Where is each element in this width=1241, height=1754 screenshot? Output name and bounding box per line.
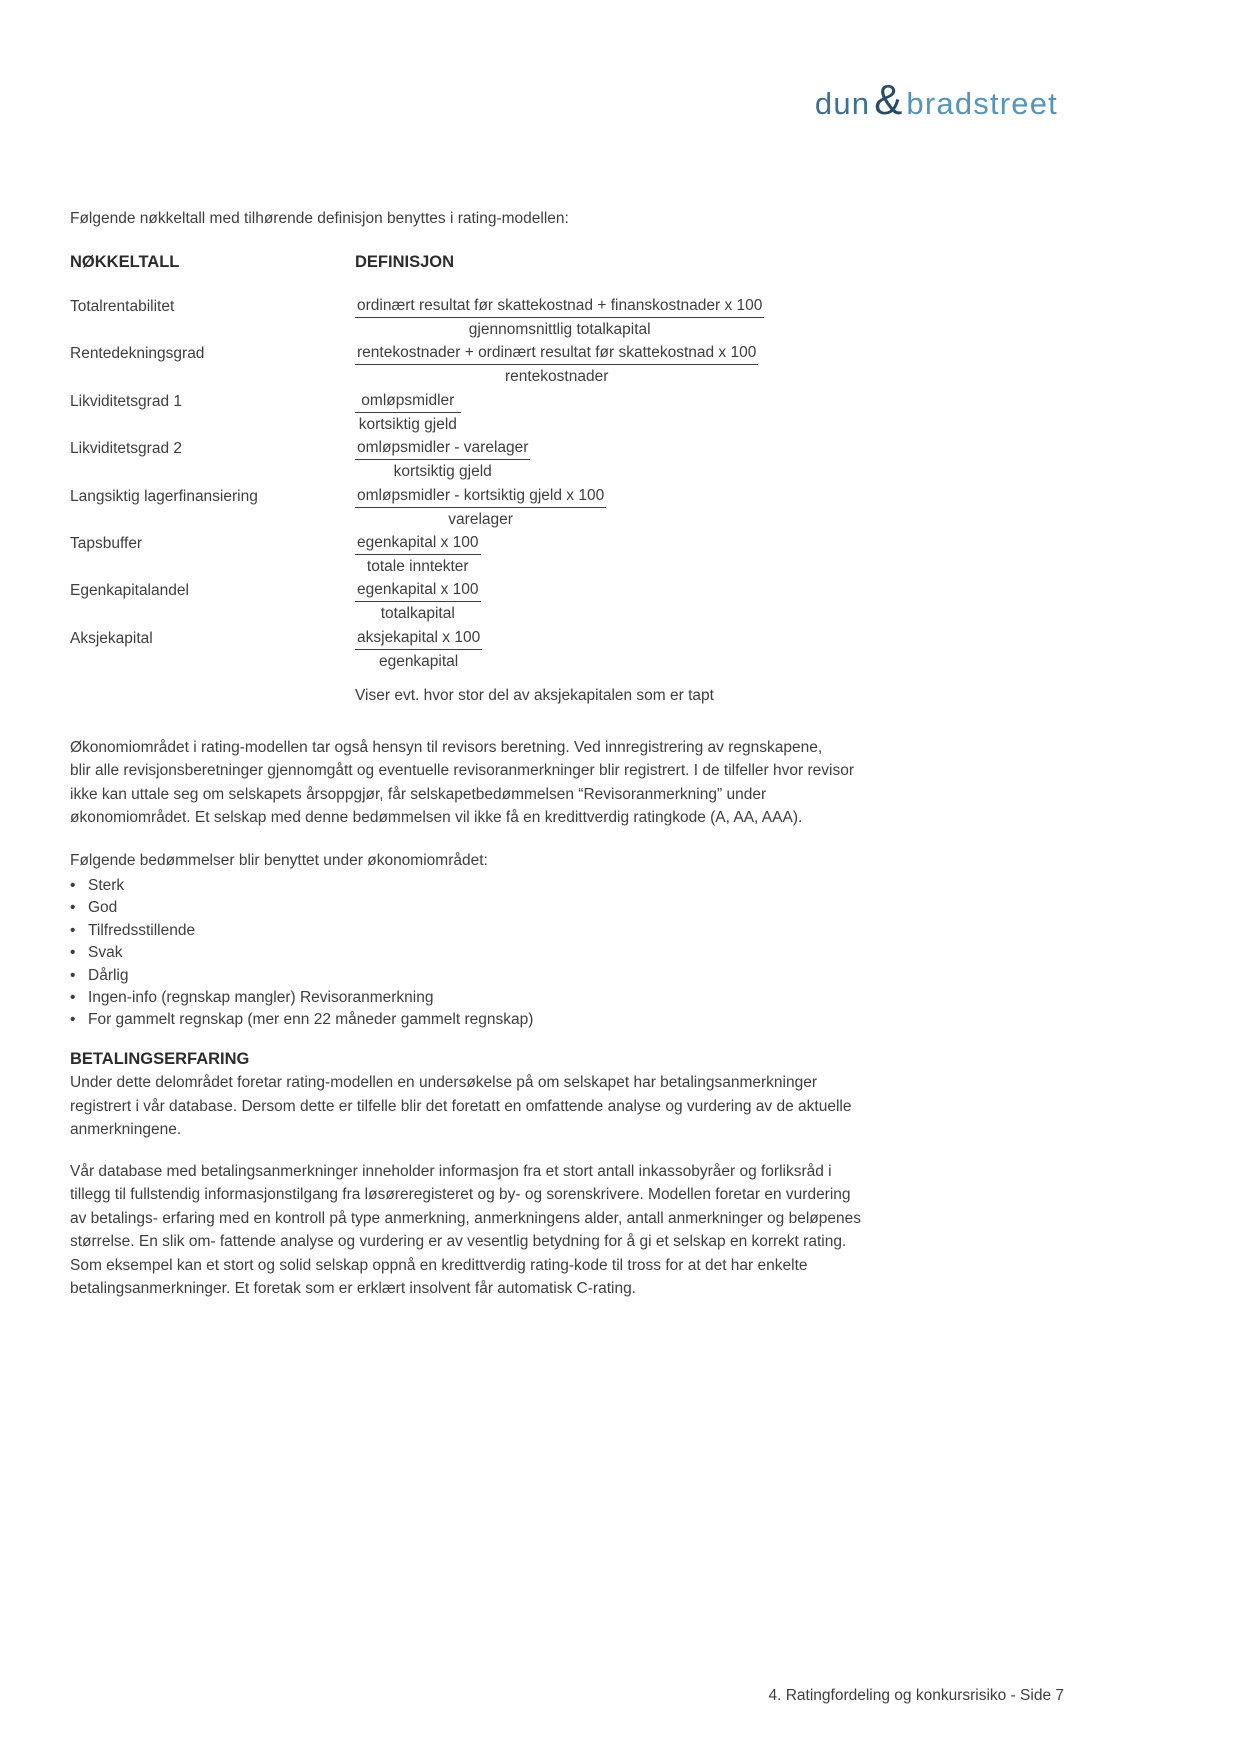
bullet-label: Sterk: [88, 877, 125, 894]
logo-ampersand-icon: &: [874, 76, 904, 123]
text-line: Som eksempel kan et stort og solid selskap oppnå en kredittverdig rating-kode til tross for at det har enkelte: [70, 1256, 808, 1274]
assessments-list: [70, 875, 533, 1032]
row-label: Totalrentabilitet: [70, 298, 175, 315]
bullet-label: Dårlig: [88, 966, 129, 984]
text-line: betalingsanmerkninger. Et foretak som er erklært insolvent får automatisk C-rating.: [70, 1280, 636, 1298]
key-figures-table: [70, 253, 990, 705]
table-row: [70, 391, 990, 438]
definition-fraction: [355, 580, 481, 624]
definition-fraction: [355, 391, 461, 435]
row-label: Likviditetsgrad 1: [70, 392, 183, 410]
betalingserfaring-section: [70, 1048, 851, 1142]
definition-fraction: [355, 343, 758, 387]
fraction-numerator: aksjekapital x 100: [355, 628, 482, 650]
text-line: blir alle revisjonsberetninger gjennomgått og eventuelle revisoranmerkninger blir registrert. I de tilfeller hvor revisor: [70, 762, 854, 780]
text-line: ikke kan uttale seg om selskapets årsoppgjør, får selskapetbedømmelsen “Revisoranmerkning” under: [70, 785, 767, 803]
bullet-marker: •: [70, 899, 76, 917]
intro-text: Følgende nøkkeltall med tilhørende definisjon benyttes i rating-modellen:: [70, 210, 569, 227]
bullet-item: [70, 987, 533, 1009]
column-header-nokkeltall: NØKKELTALL: [70, 253, 180, 271]
logo-text-dun: dun: [814, 86, 871, 121]
fraction-denominator: totale inntekter: [366, 557, 469, 575]
row-label: Likviditetsgrad 2: [70, 440, 183, 458]
bullet-item: [70, 920, 533, 942]
fraction-numerator: egenkapital x 100: [355, 533, 481, 555]
bullet-item: [70, 875, 533, 897]
text-line: registrert i vår database. Dersom dette er tilfelle blir det foretatt en omfattende analyse og vurdering av de aktuelle: [70, 1097, 852, 1115]
assessments-section: [70, 849, 533, 1032]
text-line: anmerkningene.: [70, 1121, 182, 1139]
aksjekapital-note: Viser evt. hvor stor del av aksjekapitalen som er tapt: [355, 687, 714, 705]
column-header-definisjon: DEFINISJON: [355, 253, 455, 271]
row-label: Aksjekapital: [70, 629, 153, 647]
table-body: [70, 296, 990, 675]
row-label: Egenkapitalandel: [70, 582, 189, 600]
row-label: Tapsbuffer: [70, 534, 143, 552]
text-line: av betalings- erfaring med en kontroll på type anmerkning, anmerkningens alder, antall anmerkninger og beløpenes: [70, 1209, 861, 1227]
table-note-row: [70, 687, 990, 705]
section-heading-betalingserfaring: BETALINGSERFARING: [70, 1050, 250, 1068]
bullet-item: [70, 965, 533, 987]
bullet-marker: •: [70, 1011, 76, 1029]
logo-text-bradstreet: bradstreet: [906, 86, 1058, 121]
table-row: [70, 486, 990, 533]
definition-fraction: [355, 296, 764, 340]
footer-page-label: 4. Ratingfordeling og konkursrisiko - Side 7: [768, 1687, 1064, 1704]
row-label: Langsiktig lagerfinansiering: [70, 487, 258, 505]
fraction-numerator: rentekostnader + ordinært resultat før skattekostnad x 100: [355, 343, 758, 365]
row-label: Rentedekningsgrad: [70, 345, 205, 363]
bullet-label: For gammelt regnskap (mer enn 22 måneder gammelt regnskap): [88, 1011, 534, 1029]
fraction-denominator: kortsiktig gjeld: [393, 463, 492, 481]
table-row: [70, 628, 990, 675]
bullet-marker: •: [70, 944, 76, 962]
fraction-numerator: omløpsmidler: [355, 391, 461, 413]
text-line: størrelse. En slik om- fattende analyse og vurdering er av vesentlig betydning for å gi et selskap en korrekt rating.: [70, 1233, 847, 1251]
bullet-marker: •: [70, 921, 76, 939]
bullet-label: God: [88, 899, 118, 917]
paragraph-okonomiomradet: [70, 736, 854, 830]
definition-fraction: [355, 438, 530, 482]
fraction-denominator: varelager: [448, 510, 513, 528]
text-line: Under dette delområdet foretar rating-modellen en undersøkelse på om selskapet har betalingsanmerkninger: [70, 1074, 817, 1092]
paragraph-betalingserfaring: [70, 1071, 851, 1141]
text-line: Vår database med betalingsanmerkninger inneholder informasjon fra et stort antall inkassobyråer og forliksråd i: [70, 1163, 832, 1180]
definition-fraction: [355, 486, 606, 530]
fraction-numerator: egenkapital x 100: [355, 580, 481, 602]
text-line: økonomiområdet. Et selskap med denne bedømmelsen vil ikke få en kredittverdig ratingkode (A, AA, AAA).: [70, 809, 803, 827]
bullet-item: [70, 942, 533, 964]
bullet-label: Tilfredsstillende: [88, 921, 196, 939]
bullet-label: Svak: [88, 944, 123, 962]
note-spacer: [70, 687, 355, 705]
text-line: Økonomiområdet i rating-modellen tar også hensyn til revisors beretning. Ved innregistrering av regnskapene,: [70, 739, 823, 756]
table-row: [70, 438, 990, 485]
bullet-marker: •: [70, 966, 76, 984]
fraction-denominator: totalkapital: [380, 605, 455, 623]
fraction-numerator: omløpsmidler - varelager: [355, 438, 530, 460]
table-row: [70, 533, 990, 580]
definition-fraction: [355, 628, 482, 672]
bullet-marker: •: [70, 877, 76, 894]
definition-fraction: [355, 533, 481, 577]
fraction-denominator: gjennomsnittlig totalkapital: [468, 321, 651, 338]
bullet-item: [70, 897, 533, 919]
table-row: [70, 343, 990, 390]
fraction-denominator: kortsiktig gjeld: [358, 415, 457, 433]
bullet-marker: •: [70, 989, 76, 1007]
dun-bradstreet-logo: [815, 76, 1058, 124]
table-row: [70, 296, 990, 343]
fraction-numerator: ordinært resultat før skattekostnad + finanskostnader x 100: [355, 296, 764, 318]
fraction-denominator: egenkapital: [378, 652, 459, 670]
assessments-intro: Følgende bedømmelser blir benyttet under økonomiområdet:: [70, 852, 488, 869]
fraction-denominator: rentekostnader: [504, 368, 609, 386]
text-line: tillegg til fullstendig informasjonstilgang fra løsøreregisteret og by- og sorenskrivere. Modellen foretar en vurdering: [70, 1186, 851, 1204]
paragraph-database: [70, 1160, 861, 1300]
bullet-item: [70, 1009, 533, 1031]
bullet-label: Ingen-info (regnskap mangler) Revisoranmerkning: [88, 989, 434, 1007]
fraction-numerator: omløpsmidler - kortsiktig gjeld x 100: [355, 486, 606, 508]
table-header-row: [70, 253, 990, 272]
table-row: [70, 580, 990, 627]
